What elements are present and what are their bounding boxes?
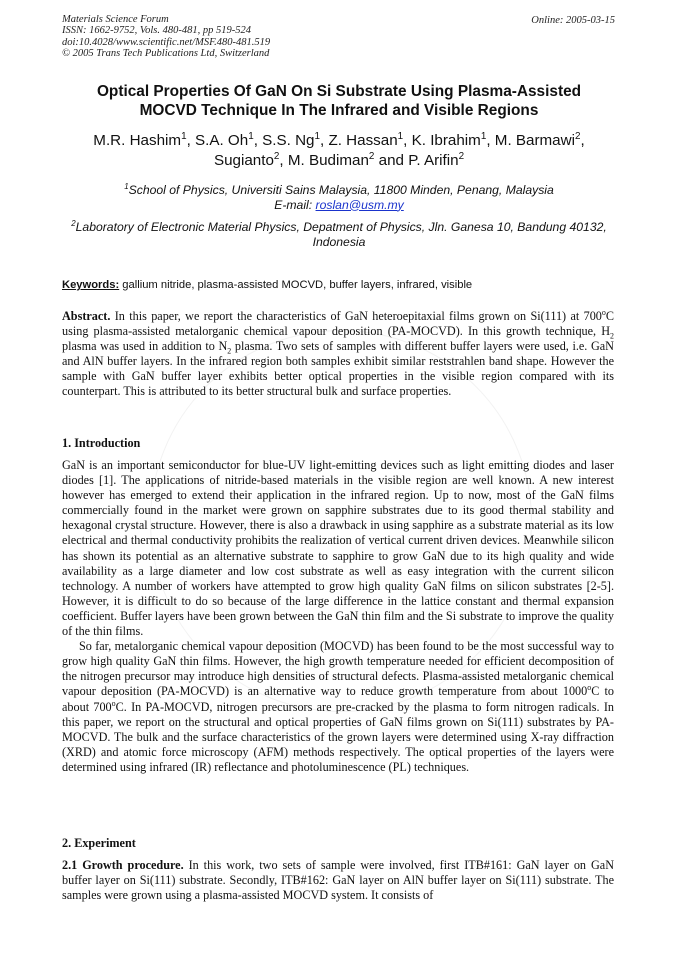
subscript: 2 [227,346,232,356]
author-name: S.A. Oh [195,132,249,149]
author-separator: , [253,132,263,149]
degree-mark: o [587,683,592,693]
author-separator: , [279,152,288,169]
keywords [62,279,616,291]
author-affiliation-mark: 1 [314,130,320,142]
journal-name: Materials Science Forum [62,14,169,25]
keywords-text: gallium nitride, plasma-assisted MOCVD, buffer layers, infrared, visible [119,279,473,291]
affiliation-1-text: School of Physics, Universiti Sains Malaysia, 11800 Minden, Penang, Malaysia [128,183,554,197]
author-separator: , [186,132,196,149]
affiliation-2-mark: 2 [71,218,76,228]
degree-mark: o [111,698,116,708]
author-affiliation-mark: 2 [574,130,581,142]
author-name: P. Arifin [408,152,459,169]
author-name: M. Budiman [287,152,369,169]
section-heading-experiment: 2. Experiment [62,836,136,850]
title-line-2: MOCVD Technique In The Infrared and Visible Regions [139,102,539,119]
introduction-body [62,458,614,775]
experiment-text: In this work, two sets of sample were involved, first ITB#161: GaN layer on GaN buffer layer on Si(111) substrate. Secondly, ITB#162: GaN layer on AlN buffer layer on Si(111) substrate. The samples were grown using a plasma-assisted MOCVD system. It consists of [62,858,614,903]
journal-header [62,14,270,60]
author-name: S.S. Ng [262,132,315,149]
intro-paragraph-2 [62,639,614,775]
author-name: M.R. Hashim [93,132,182,149]
author-separator: , [403,132,412,149]
abstract-text: plasma. Two sets of samples with different buffer layers were used, i.e. GaN and AlN buffer layers. In the infrared region both samples exhibit similar reststrahlen band shape. However the sample with GaN buffer layer exhibits better optical properties in the visible region compared with its counterpart. This is attributed to its better structural bulk and surface properties. [62,339,614,399]
degree-mark: o [601,307,606,317]
keywords-label: Keywords: [62,279,120,291]
author-affiliation-mark: 1 [397,130,404,142]
doi-line: doi:10.4028/www.scientific.net/MSF.480-481.519 [62,36,271,48]
online-date: Online: 2005-03-15 [531,15,615,26]
experiment-body [62,858,614,903]
author-affiliation-mark: 2 [368,150,375,162]
issn-line: ISSN: 1662-9752, Vols. 480-481, pp 519-524 [62,25,251,37]
author-affiliation-mark: 1 [480,130,487,142]
author-separator: , [320,132,329,149]
paper-title [62,82,616,120]
section-heading-introduction: 1. Introduction [62,436,141,450]
abstract [62,309,614,400]
author-separator: , [486,132,495,149]
copyright-line: © 2005 Trans Tech Publications Ltd, Switzerland [62,48,270,60]
affiliation-1 [62,183,616,212]
email-label: E-mail: [274,197,316,212]
author-affiliation-mark: 2 [458,150,465,162]
affiliation-1-mark: 1 [124,181,129,191]
intro-text: C. In PA-MOCVD, nitrogen precursors are pre-cracked by the plasma to form nitrogen radicals. In this paper, we report on the structural and optical properties of GaN films grown on Si(111) substrates by PA-MOCVD. The bulk and the surface characteristics of the grown layers were determined using X-ray diffraction (XRD) and atomic force microscopy (AFM) methods respectively. The optical properties of the layers were determined using infrared (IR) reflectance and photoluminescence (PL) techniques. [62,699,615,774]
abstract-text: In this paper, we report the characteristics of GaN heteroepitaxial films grown on Si(111) at 700 [110,309,602,323]
affiliation-2 [62,220,616,249]
author-name: M. Barmawi [494,132,575,149]
email-link[interactable]: roslan@usm.my [315,197,404,212]
intro-paragraph-1: GaN is an important semiconductor for blue-UV light-emitting devices such as light emitting diodes and laser diodes [1]. The applications of nitride-based materials in the visible region are well known. A new interest however has emerged to extend their application in the infrared region. Up to now, most of the GaN films commercially found in the market were grown on sapphire substrates due to its good thermal stability and hexagonal crystal structure. However, there is also a drawback in using sapphire as a substrate material as its low electrical and thermal conductivity prohibits the realization of vertical current driven devices. Meanwhile silicon has shown its potential as an alternative substrate to sapphire to grow GaN due to its high quality and wide availability as a large diameter and low cost substrate as well as easy integration with the current silicon technology. A number of workers have attempted to grow high quality GaN films on silicon substrates [2-5]. However, it is difficult to do so because of the large difference in the lattice constant and thermal expansion coefficient. Buffer layers have been grown between the GaN thin film and the Si substrate to improve the quality of the thin films. [62,458,614,639]
author-name: Sugianto [213,152,274,169]
subscript: 2 [610,331,614,341]
intro-text: So far, metalorganic chemical vapour deposition (MOCVD) has been found to be the most successful way to grow high quality GaN thin films. However, the high growth temperature needed for efficient decomposition of the nitrogen precursor may introduce high densities of structural defects. Plasma-assisted metalorganic chemical vapour deposition (PA-MOCVD) is an alternative way to reduce growth temperature from about 1000 [62,639,614,699]
abstract-text: plasma was used in addition to N [62,339,228,354]
author-separator: , [580,132,585,149]
author-affiliation-mark: 2 [273,150,280,162]
author-name: K. Ibrahim [411,132,481,149]
author-affiliation-mark: 1 [248,130,254,142]
affiliation-2-text: Laboratory of Electronic Material Physics, Depatment of Physics, Jln. Ganesa 10, Bandung 40132, Indonesia [75,220,607,249]
abstract-text: C using plasma-assisted metalorganic chemical vapour deposition (PA-MOCVD). In this growth technique, H [62,309,614,339]
title-line-1: Optical Properties Of GaN On Si Substrate Using Plasma-Assisted [96,83,582,100]
subsection-heading-growth: 2.1 Growth procedure. [62,858,184,872]
abstract-label: Abstract. [62,309,111,323]
author-separator: and [374,152,409,169]
author-name: Z. Hassan [328,132,398,149]
author-list [62,131,616,171]
intro-text: C to about 700 [62,684,614,714]
author-affiliation-mark: 1 [181,130,187,142]
